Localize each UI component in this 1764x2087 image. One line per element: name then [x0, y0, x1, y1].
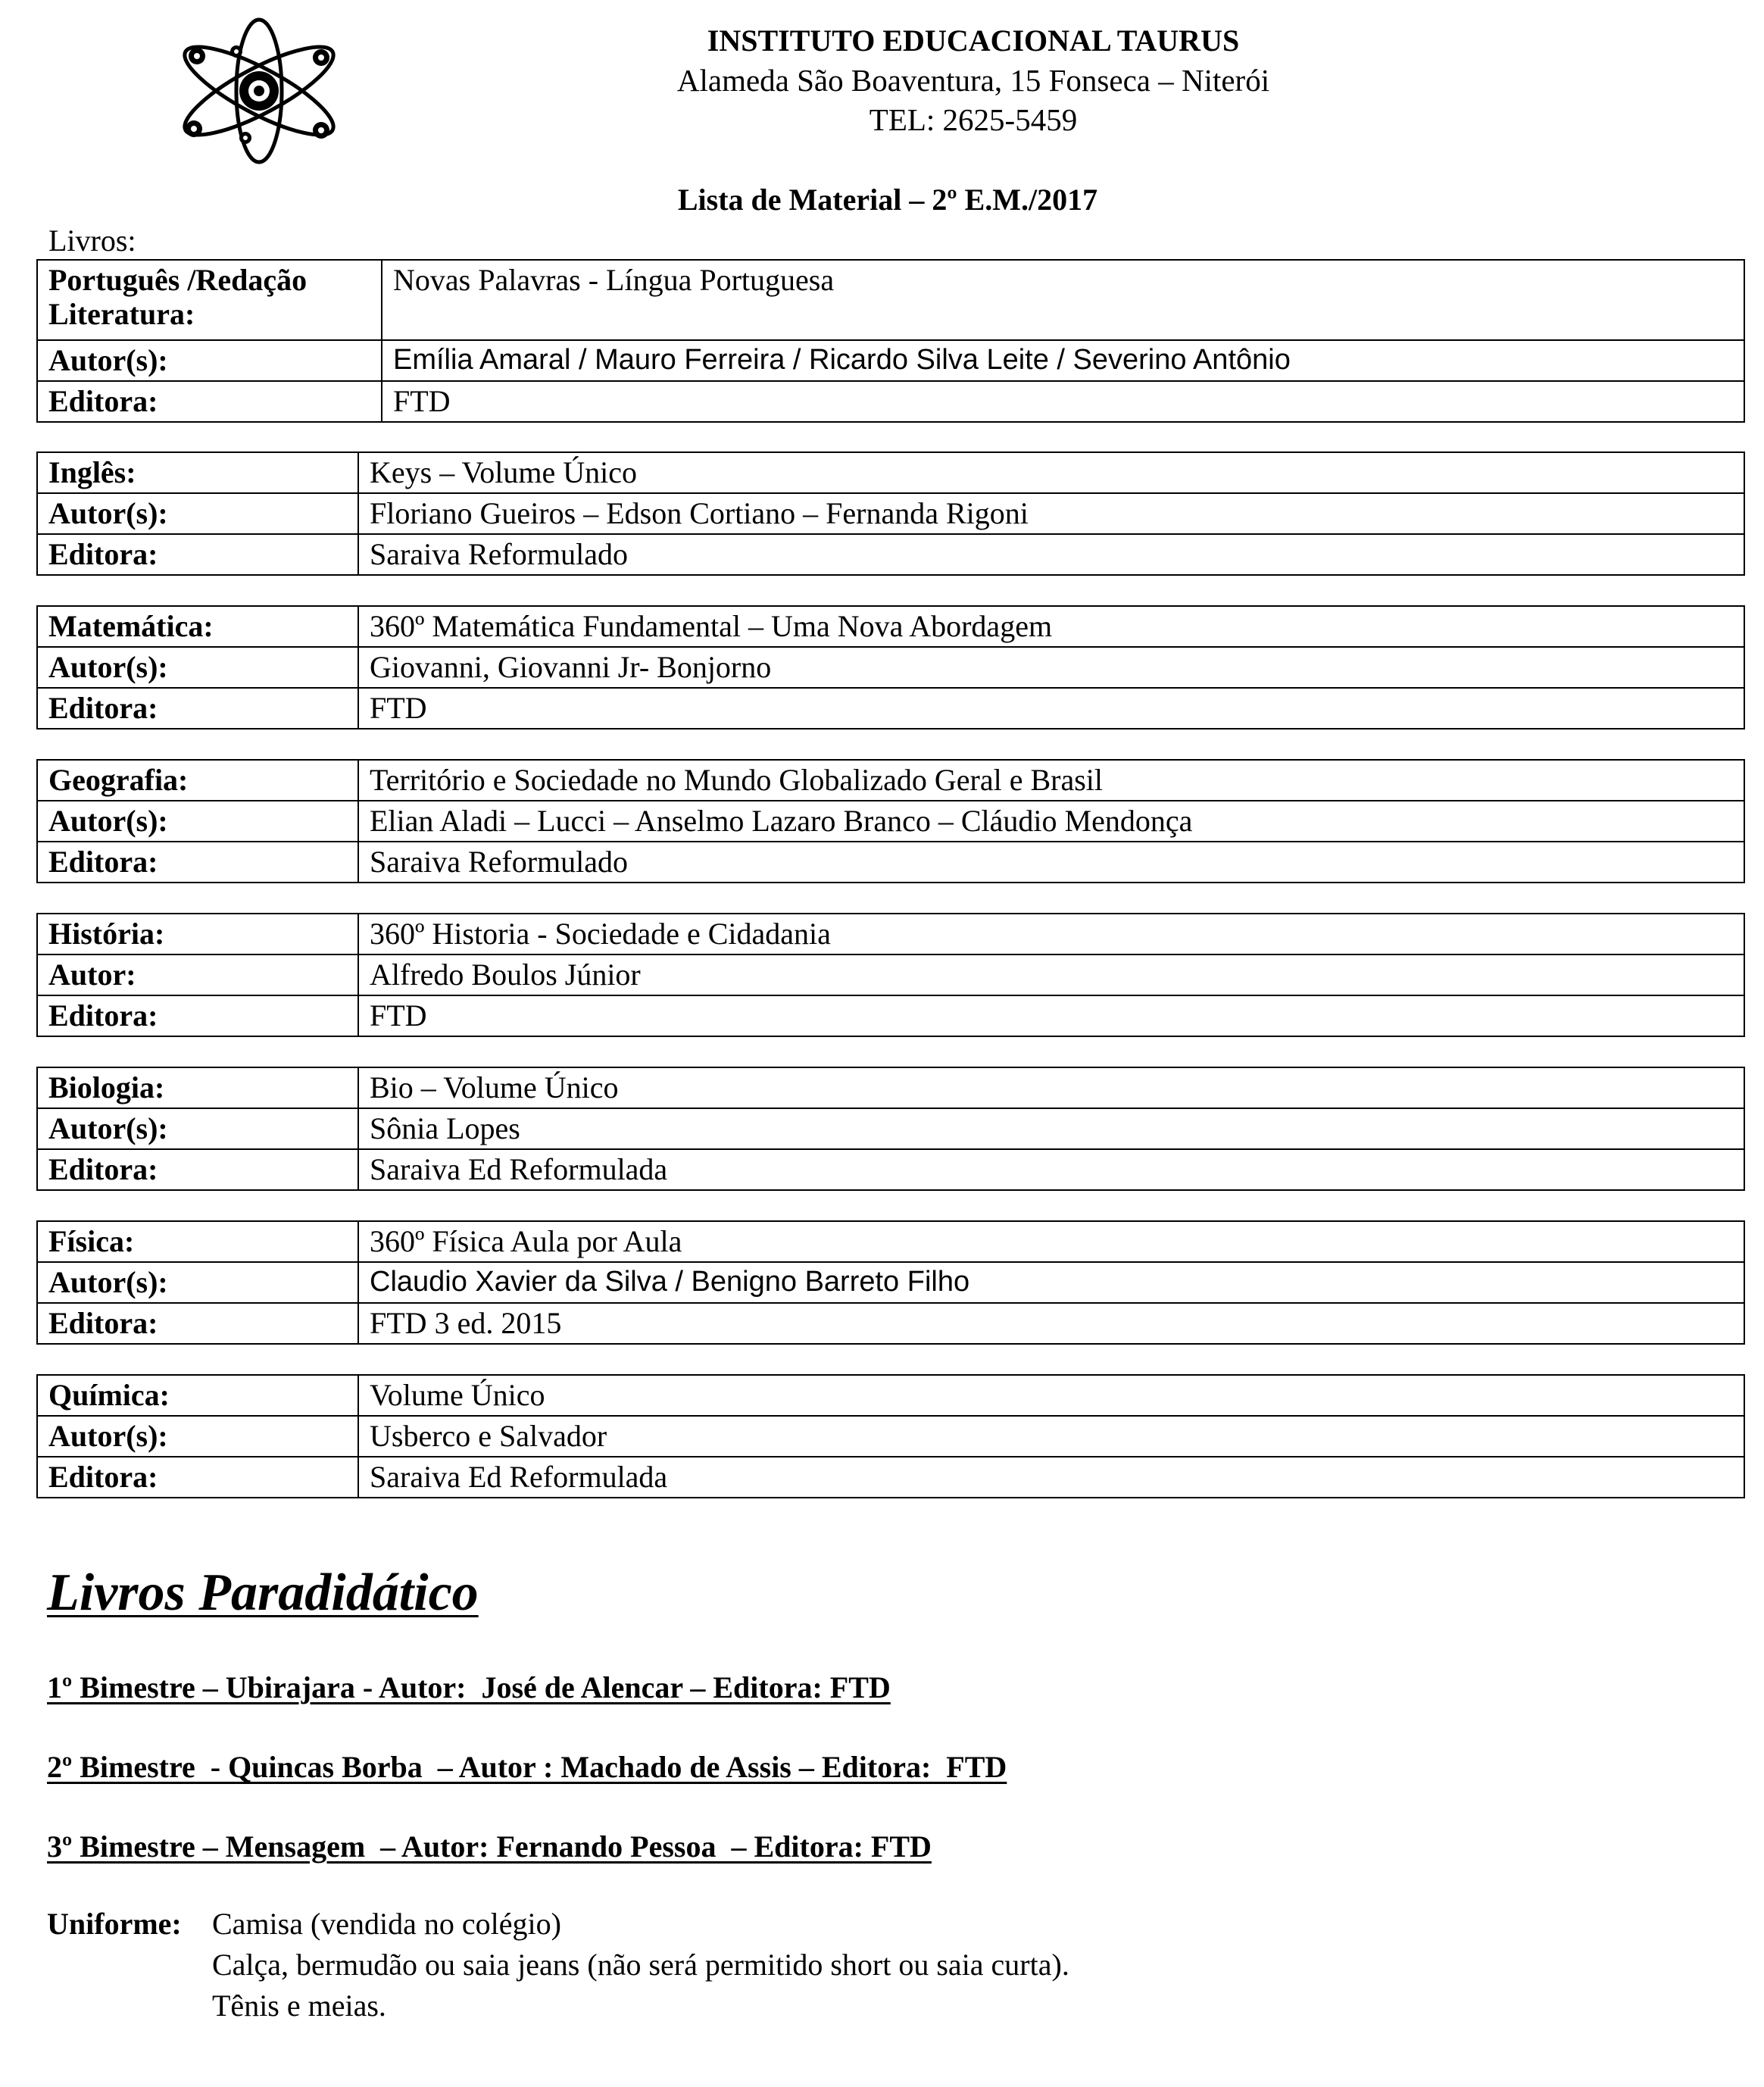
- list-title: Lista de Material – 2º E.M./2017: [677, 183, 1098, 217]
- subject-cell: Química:: [37, 1375, 358, 1416]
- table-row: [37, 1221, 1744, 1262]
- school-name: INSTITUTO EDUCACIONAL TAURUS: [707, 23, 1240, 58]
- author-cell: Claudio Xavier da Silva / Benigno Barreto Filho: [358, 1262, 1744, 1303]
- subject-cell: [37, 260, 382, 340]
- publisher-cell: Saraiva Reformulado: [358, 842, 1744, 883]
- subject-line-2: Literatura:: [48, 296, 195, 331]
- book-table-quimica: [36, 1374, 1745, 1498]
- publisher-label: Editora:: [37, 995, 358, 1036]
- publisher-cell: FTD: [358, 688, 1744, 729]
- book-table-geografia: [36, 759, 1745, 883]
- author-label: Autor(s):: [37, 1416, 358, 1457]
- uniforme-line-2: Calça, bermudão ou saia jeans (não será permitido short ou saia curta).: [212, 1948, 1069, 1982]
- table-row: [37, 1067, 1744, 1108]
- publisher-cell: Saraiva Ed Reformulada: [358, 1149, 1744, 1190]
- table-row: [37, 801, 1744, 842]
- table-row: [37, 260, 1744, 340]
- author-label: Autor(s):: [37, 801, 358, 842]
- bimestre-item-3: 3º Bimestre – Mensagem – Autor: Fernando Pessoa – Editora: FTD: [47, 1829, 932, 1864]
- uniforme-line-1: Camisa (vendida no colégio): [212, 1907, 561, 1941]
- title-cell: Território e Sociedade no Mundo Globalizado Geral e Brasil: [358, 760, 1744, 801]
- school-phone: TEL: 2625-5459: [869, 102, 1078, 137]
- livros-label: Livros:: [48, 223, 136, 258]
- title-cell: 360º Física Aula por Aula: [358, 1221, 1744, 1262]
- table-row: [37, 340, 1744, 381]
- title-cell: Volume Único: [358, 1375, 1744, 1416]
- publisher-label: Editora:: [37, 1457, 358, 1498]
- author-label: Autor(s):: [37, 493, 358, 534]
- author-cell: Sônia Lopes: [358, 1108, 1744, 1149]
- author-cell: Elian Aladi – Lucci – Anselmo Lazaro Branco – Cláudio Mendonça: [358, 801, 1744, 842]
- title-cell: Bio – Volume Único: [358, 1067, 1744, 1108]
- author-label: Autor(s):: [37, 340, 382, 381]
- book-table-biologia: [36, 1067, 1745, 1191]
- publisher-cell: FTD 3 ed. 2015: [358, 1303, 1744, 1344]
- author-cell: Giovanni, Giovanni Jr- Bonjorno: [358, 647, 1744, 688]
- table-row: [37, 1416, 1744, 1457]
- author-label: Autor(s):: [37, 647, 358, 688]
- publisher-label: Editora:: [37, 688, 358, 729]
- subject-cell: Inglês:: [37, 452, 358, 493]
- book-table-ingles: [36, 451, 1745, 576]
- table-row: [37, 760, 1744, 801]
- publisher-cell: Saraiva Reformulado: [358, 534, 1744, 575]
- table-row: [37, 647, 1744, 688]
- table-row: [37, 954, 1744, 995]
- table-row: [37, 842, 1744, 883]
- subject-cell: Biologia:: [37, 1067, 358, 1108]
- publisher-label: Editora:: [37, 1149, 358, 1190]
- author-label: Autor(s):: [37, 1262, 358, 1303]
- school-address: Alameda São Boaventura, 15 Fonseca – Niterói: [676, 63, 1270, 98]
- table-row: [37, 1375, 1744, 1416]
- table-row: [37, 1457, 1744, 1498]
- table-row: [37, 1149, 1744, 1190]
- table-row: [37, 534, 1744, 575]
- publisher-cell: FTD: [382, 381, 1744, 422]
- author-label: Autor(s):: [37, 1108, 358, 1149]
- table-row: [37, 606, 1744, 647]
- publisher-cell: FTD: [358, 995, 1744, 1036]
- table-row: [37, 452, 1744, 493]
- author-cell: Emília Amaral / Mauro Ferreira / Ricardo Silva Leite / Severino Antônio: [382, 340, 1744, 381]
- book-table-historia: [36, 913, 1745, 1037]
- subject-cell: Geografia:: [37, 760, 358, 801]
- table-row: [37, 1262, 1744, 1303]
- bimestre-item-2: 2º Bimestre - Quincas Borba – Autor : Machado de Assis – Editora: FTD: [47, 1750, 1007, 1784]
- publisher-cell: Saraiva Ed Reformulada: [358, 1457, 1744, 1498]
- author-label: Autor:: [37, 954, 358, 995]
- author-cell: Usberco e Salvador: [358, 1416, 1744, 1457]
- book-table-portugues: [36, 259, 1745, 423]
- uniforme-label: Uniforme:: [47, 1907, 182, 1941]
- title-cell: 360º Historia - Sociedade e Cidadania: [358, 914, 1744, 954]
- publisher-label: Editora:: [37, 381, 382, 422]
- subject-cell: Física:: [37, 1221, 358, 1262]
- paradidatico-title: Livros Paradidático: [47, 1564, 479, 1622]
- author-cell: Floriano Gueiros – Edson Cortiano – Fernanda Rigoni: [358, 493, 1744, 534]
- subject-cell: Matemática:: [37, 606, 358, 647]
- subject-line-1: Português /Redação: [48, 263, 308, 297]
- table-row: [37, 688, 1744, 729]
- publisher-label: Editora:: [37, 842, 358, 883]
- book-table-matematica: [36, 605, 1745, 730]
- title-cell: 360º Matemática Fundamental – Uma Nova Abordagem: [358, 606, 1744, 647]
- author-cell: Alfredo Boulos Júnior: [358, 954, 1744, 995]
- atom-logo-icon: [167, 17, 351, 165]
- bimestre-item-1: 1º Bimestre – Ubirajara - Autor: José de Alencar – Editora: FTD: [47, 1670, 891, 1704]
- table-row: [37, 914, 1744, 954]
- title-cell: Novas Palavras - Língua Portuguesa: [382, 260, 1744, 340]
- uniforme-line-3: Tênis e meias.: [212, 1989, 386, 2023]
- publisher-label: Editora:: [37, 534, 358, 575]
- table-row: [37, 1303, 1744, 1344]
- title-cell: Keys – Volume Único: [358, 452, 1744, 493]
- table-row: [37, 995, 1744, 1036]
- table-row: [37, 493, 1744, 534]
- table-row: [37, 1108, 1744, 1149]
- book-table-fisica: [36, 1220, 1745, 1345]
- publisher-label: Editora:: [37, 1303, 358, 1344]
- subject-cell: História:: [37, 914, 358, 954]
- table-row: [37, 381, 1744, 422]
